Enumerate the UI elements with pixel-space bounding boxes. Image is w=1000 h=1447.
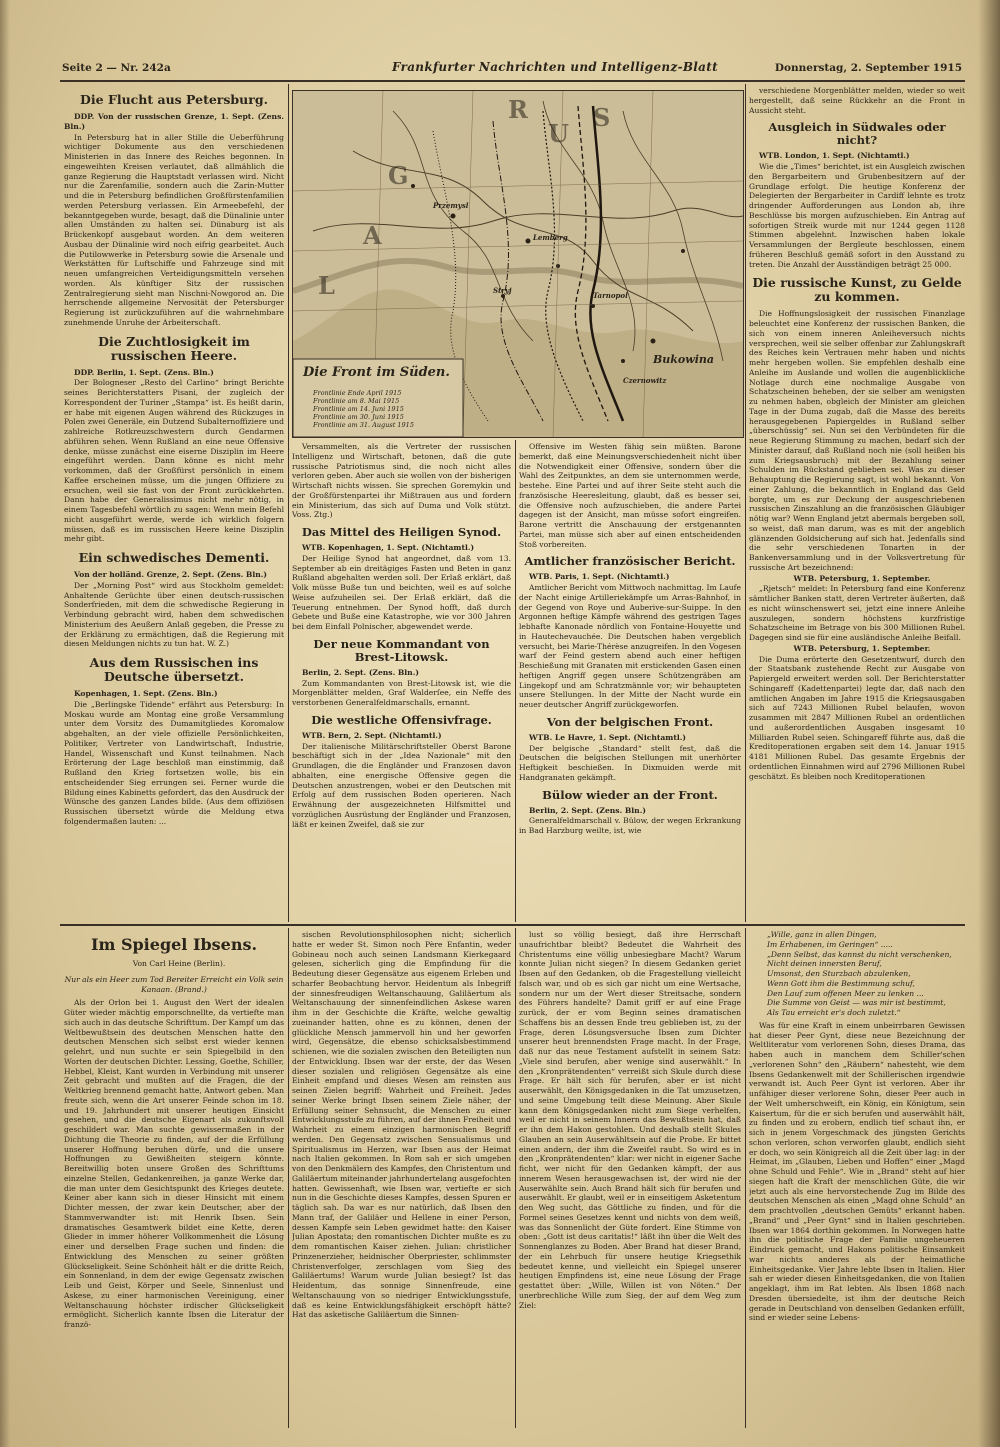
feuilleton-column-4 (749, 930, 965, 1428)
map-region-letter: S (593, 103, 611, 132)
front-map (292, 90, 744, 438)
article-body: verschiedene Morgenblätter melden, wieder so weit hergestellt, daß seine Rückkehr an die Front in Aussicht steht. (749, 86, 965, 115)
article-title: Das Mittel des Heiligen Synod. (301, 525, 502, 539)
map-legend-entry: Frontlinie am 8. Mai 1915 (313, 397, 400, 405)
poem-line: „Denn Selbst, das kannst du nicht verschenken, (767, 949, 952, 959)
article-dateline: WTB. Bern, 2. Sept. (Nichtamtl.) (302, 730, 442, 740)
map-place-label: Przemysl (433, 201, 469, 210)
article-title: Bülow wieder an der Front. (542, 787, 718, 802)
map-place-label: Lemberg (533, 233, 568, 242)
article-title: Die Zuchtlosigkeit im russischen Heere. (98, 333, 250, 363)
poem-line: Nicht deinen innersten Beruf, (767, 959, 882, 969)
article-title: Aus dem Russischen ins Deutsche übersetzt. (89, 655, 259, 684)
poem-line: Umsonst, den Sturzbach abzulenken, (767, 969, 911, 978)
map-region-letter: R (508, 95, 528, 124)
map-legend-entry: Frontlinie am 14. Juni 1915 (313, 405, 404, 413)
map-place-label: Czernowitz (623, 376, 667, 385)
map-legend-entry: Frontlinie am 31. August 1915 (313, 421, 414, 429)
article-dateline: Kopenhagen, 1. Sept. (Zens. Bln.) (74, 689, 218, 698)
map-place-label: Stryj (493, 286, 512, 295)
article-body: Der Heilige Synod hat angeordnet, daß vom 13. September ab ein dreitägiges Fasten und Beten in ganz Rußland abgehalten werden soll. Der Erlaß erklärt, daß Volk müsse Buße tun und beichten, weil es auf solche Weise aufzuheilen sei. Der Erlaß erklärt, daß die Teuerung entnehmen. Der Synod hofft, daß durch Gebete und Buße eine Katastrophe, wie vor 300 Jahren bei dem Einfall Polnischer, abgewendet werde. (292, 553, 511, 631)
article-body: Die „Berlingske Tidende“ erfährt aus Petersburg: In Moskau wurde am Montag eine große Versammlung unter dem Vorsitz des Dumamitgliedes Koromalow abgehalten, an der viele offizielle Persönlichkeiten, Politiker, Vertreter von Landwirtschaft, Industrie, Handel, Wissenschaft und Kunst teilnahmen. Nach Erörterung der Lage beschloß man einstimmig, daß Rußland den Krieg fortsetzen wolle, bis ein entscheidender Sieg errungen sei. Ferner wurde die Bildung eines Kabinetts gefordert, das den Ausdruck der Wünsche des ganzen Landes bilde. (Aus dem offiziösen Russischen übersetzt würde die Meldung etwa folgendermaßen lauten: ... (64, 699, 284, 826)
poem-line: Als Tau erreicht er's doch zuletzt.“ (767, 1008, 901, 1017)
page-edge-shadow-left (0, 0, 10, 1447)
article-body: Zum Kommandanten von Brest-Litowsk ist, wie die Morgenblätter melden, Graf Walderſee, ein Neffe des verstorbenen Generalfeldmarschalls, ernannt. (292, 678, 511, 707)
article-body: Die Hoffnungslosigkeit der russischen Finanzlage beleuchtet eine Konferenz der russischen Banken, die sich von einem inneren Anleiheversuch nichts versprechen, weil sie selber offenbar zur Zahlungskraft des Reiches kein Vertrauen mehr haben und nichts mehr hergeben wollen. Sie empfehlen deshalb eine Anleihe im Auslande und wollen die augenblickliche Notlage durch eine nochmalige Ausgabe von Schatzscheinen beheben, der sie selber am wenigsten zu nehmen haben, obgleich der Minister am gleichen Tage in der Duma zugab, daß die Masse des bereits herausgegebenen Papiergeldes in Rußland selber „überschüssig“ sei. Nun sei den Verbündeten für die neue Regierung Stimmung zu machen, bedarf sich der Minister darauf, daß Rußland noch nie (soll heißen bis zum Kriegsausbruch) mit der Bezahlung seiner Schulden im Rückstand geblieben sei. Was zu dieser Behauptung die Regierung sagt, ist wohl bekannt. Von einer Zahlung, die bekanntlich in England das Geld borgte, um es zur Deckung der ausgeschriebenen russischen Zinszahlung an die französischen Gläubiger nötig war? Wenn England jetzt abermals bergeben soll, so weist, daß man darum, was es mit der angeblich glänzenden Goldsicherung auf sich hat. Jedenfalls sind die sehr verschiedenen Tonarten in der Bankenversammlung und in der Volksvertretung für russische Art bezeichnend: (749, 309, 965, 572)
article-dateline: WTB. Petersburg, 1. September. (793, 643, 931, 653)
article-title: Amtlicher französischer Bericht. (524, 554, 736, 569)
column-1 (64, 86, 284, 922)
column-4 (749, 86, 965, 922)
feuilleton-author: Von Carl Heine (Berlin). (132, 959, 226, 968)
article-body: Der Bologneser „Resto del Carlino“ bringt Berichte seines Berichterstatters Pisani, der zugleich der Korrespondent der Turiner „Stampa“ ist. Es heißt darin, er habe mit eigenen Augen während des Rückzuges in Polen zwei Generäle, ein Dutzend Subalternoffiziere und zahlreiche Rotkreuzschwestern durch Gendarmen abführen sehen. Wenn Rußland an eine neue Offensive denke, müsse zunächst eine eiserne Disziplin im Heere eingeführt werden. Dann könne es nicht mehr vorkommen, daß der Großfürst persönlich in einem Kaffee erscheinen müsse, um die jungen Offiziere zu ersuchen, weil sie fast von der Front zurückkehrten. Dann habe der Generalissimus nicht mehr nötig, in einem Tagesbefehl wörtlich zu sagen: Wenn mein Befehl nicht ausgeführt werde, werde ich wirklich folgern müssen, daß es im russischen Heere keine Disziplin mehr gibt. (64, 378, 284, 544)
article-title: Der neue Kommandant von Brest-Litowsk. (313, 636, 490, 664)
article-body: Der „Morning Post“ wird aus Stockholm gemeldet: Anhaltende Gerüchte über einen deutsch-russischen Sonderfrieden, mit dem die schwedische Regierung in Verbindung gebracht wird, haben dem schwedischen Ministerium des Aeußern Anlaß gegeben, die Presse zu der Erklärung zu ermächtigen, daß die Regierung mit diesen Meldungen nichts zu tun hat. W. Z.) (64, 580, 284, 649)
page-edge-shadow-right (978, 0, 1000, 1447)
article-body: Wie die „Times“ berichtet, ist ein Ausgleich zwischen den Bergarbeitern und Grubenbesitzern auf der Grundlage erfolgt. Die heutige Konferenz der Delegierten der Bergarbeiter in Cardiff lehnte es trotz dringender Aufforderungen aus London ab, ihre Beschlüsse bis morgen aufzuschieben. Ein Antrag auf sofortigen Streik wurde mit nur 1244 gegen 1128 Stimmen abgelehnt. Inzwischen haben lokale Versammlungen der Bergleute beschlossen, einem früheren Beschluß gemäß sofort in den Ausstand zu treten. Die Anzahl der Ausständigen beträgt 25 000. (749, 162, 965, 269)
poem-line: „Wille, ganz in allen Dingen, (767, 930, 877, 939)
article-body: Generalfeldmarschall v. Bülow, der wegen Erkrankung in Bad Harzburg weilte, ist, wie (519, 816, 741, 835)
header-date: Donnerstag, 2. September 1915 (774, 62, 962, 74)
article-title: Die Flucht aus Petersburg. (80, 92, 268, 107)
article-dateline: WTB. Kopenhagen, 1. Sept. (Nichtamtl.) (302, 543, 475, 552)
article-dateline: Berlin, 2. Sept. (Zens. Bln.) (529, 805, 646, 815)
map-drawing (293, 91, 743, 437)
article-body: Die Duma erörterte den Gesetzentwurf, durch den der Staatsbank zustehende Recht zur Ausgabe von Papiergeld erweitert werden soll. Der Berichterstatter Schingareff (Kadettenpartei) legte dar, daß nach den amtlichen Angaben im Jahre 1915 die Kriegsausgaben sich auf 7243 Millionen Rubel belaufen, wovon zusammen mit 2847 Millionen Rubel an ordentlichen und außerordentlichen Ausgaben insgesamt 10 Milliarden Rubel seien. Schingareff führte aus, daß die Kreditoperationen ergaben seit dem 14. Januar 1915 4181 Millionen Rubel. Das gesamte Ergebnis der ordentlichen Einnahmen wird auf 2796 Millionen Rubel geschätzt. Es bleiben noch Kreditoperationen (749, 654, 965, 781)
column-rule (515, 928, 516, 1428)
header-masthead: Frankfurter Nachrichten und Intelligenz-Blatt (392, 60, 718, 74)
column-rule (288, 928, 289, 1428)
article-dateline: DDP. Berlin, 1. Sept. (Zens. Bln.) (74, 367, 214, 377)
feuilleton-body: lust so völlig besiegt, daß ihre Herrschaft unaufrichtbar bleibt? Bedeutet die Wahrheit des Christentums eine völlig unbesiegbare Macht? Warum konnte Julian nicht siegen? In diesem Gedanken geriet Ibsen auf den Gedanken, ob die Fragestellung vielleicht falsch war, und ob es sich gar nicht um eine Wertsache, sondern nur um der Wert dieser Streitsache, sondern des Führers handelte? Damit griff er auf eine Frage zurück, der er vom Beginn seines dramatischen Schaffens bis an dessen Ende treu geblieben ist, zu der Frage, deren Lösungsversuche Ibsen zum Dichter unserer heut brennendsten Frage macht. In der Frage, daß nur das neue Testament aufstellt in seinem Satz: „Viele sind berufen, aber wenige sind auserwählt.“ In den „Kronprätendenten“ verreißt sich Skule durch diese Frage. Er hält sich für berufen, aber er ist nicht auserwählt, den Königsgedanken in die Tat umzusetzen, und seine Umgebung teilt diese Meinung. Aber Skule kann dem Königsgedanken nicht zum Siege verhelfen, weil er nicht in seinem Innern das Bewußtsein hat, daß er ihn dem Hakon gestohlen. Und deshalb stellt Skules Glauben an sein Auserwähltsein auf die Probe. Er bittet einen andern, der ihm die Zweifel raubt. So wird es in den „Kronprätendenten“ klar: wer nicht in eigener Sache ficht, wer nicht für den Gedanken kämpft, der aus innerem Wesen herausgewachsen ist, der wird nie der Auserwählte sein. Auch Brand hält sich für berufen und auserwählt. Er glaubt, weil er in einseitigem Asketentum den Weg sucht, das Göttliche zu finden, und für die Formel seines Gesetzes kennt und nichts von dem weiß, was das Sonnenlicht der Güte fordert. Eine Stimme von oben: „Gott ist deus caritatis!“ läßt ihn über die Welt des Sonnenglanzes zu Boden. Aber Brand hat dieser Brand, der ein Lehrbuch für unsere heutige Kriegsethik bedeutet kenne, und vielleicht ein Spiegel unserer heutigen Empfindens ist, eine neue Lösung der Frage gestattet über: „Wille, Willen ist von Nöten.“ Der unerbrechliche Wille zum Sieg, der auf dem Weg zum Ziel: (519, 930, 741, 1310)
map-legend-entry: Frontlinie Ende April 1915 (313, 389, 402, 397)
feuilleton-title: Im Spiegel Ibsens. (90, 935, 258, 954)
map-place-label: Bukowina (653, 353, 715, 366)
article-dateline: WTB. Petersburg, 1. September. (793, 573, 931, 583)
article-title: Ein schwedisches Dementi. (78, 550, 270, 565)
article-body: Versammelten, als die Vertreter der russischen Intelligenz und Wirtschaft, betonen, daß die gute russische Patriotismus sind, die noch nicht alles verloren geben. Aber auch sie wollen von der bisherigen Wirtschaft nichts wissen. Sie sprechen Goremykin und der Großfürstenpartei ihr Mißtrauen aus und fordern ein Ministerium, das sich auf Duma und Volk stützt. Voss. Ztg.) (292, 442, 511, 520)
column-rule (515, 440, 516, 922)
map-title: Die Front im Süden. (303, 365, 450, 380)
section-rule (60, 924, 965, 926)
poem-line: Wenn Gott ihm die Bestimmung schuf, (767, 978, 915, 988)
article-dateline: Berlin, 2. Sept. (Zens. Bln.) (302, 667, 419, 677)
page-header (62, 58, 962, 80)
article-body: „Rjetsch“ meldet: In Petersburg fand eine Konferenz sämtlicher Banken statt, deren Vertreter äußerten, daß es nicht wünschenswert sei, jetzt eine innere Anleihe auszulegen, sondern höchstens kurzfristige Schatzscheine im Betrage von bis 300 Millionen Rubel. Dagegen sind sie für eine ausländische Anleihe Beifall. (749, 584, 965, 642)
map-region-letter: L (318, 271, 335, 300)
article-title: Die westliche Offensivfrage. (311, 712, 492, 727)
article-title: Von der belgischen Front. (546, 714, 714, 729)
column-rule (745, 84, 746, 922)
feuilleton-body: Was für eine Kraft in einem unbeirrbaren Gewissen hat dieser Peer Gynt, diese neue Bezeichnung der Weltliteratur vom verlorenen Sohn, dieses Drama, das haben auch in manchem dem Schiller'schen „verlorenen Sohn“ den „Räubern“ nahesteht, wie dem Ibsens Gedankenwelt mit der Schillerischen irgendwie verwandt ist. Auch Peer Gynt ist verloren. Aber ihr unfähiger dieser verlorene Sohn, dieser Peer auch in der Welt umherschweift, ein König, ein Königtum, sein Kaisertum, für die er sich berufen und auserwählt hält, zu finden und zu erobern, endlich tief schaut ihn, er sich in jenem Vorgeschmack des jüngsten Gerichts schon verloren, schon verworfen glaubt, endlich sieht er doch, wo sein Königreich all die Zeit über lag: in der Heimat, im „Glauben, Lieben und Hoffen“ einer „Magd ohne Schuld und Fehle“. Wie in „Brand“ steht auf hier siegen haft die Kraft der menschlichen Güte, die wir jetzt auch als eine hervorstechende Zug im Bilde des deutschen Menschen als einen „Magd ohne Schuld“ an dem prachtvollen „deutschen Gemüts“ erkannt haben. „Brand“ und „Peer Gynt“ sind in Italien geschrieben. Ibsen war 1864 dorthin gekommen. In Norwegen hatte ihn die politische Frage der Familie ungeheueren Eindruck gemacht, und Hakons politische Einsamkeit war nichts anderes als der heimatliche Einheitsgedanke. Vier Jahre lebte Ibsen in Italien. Hier sah er wieder diesen Einheitsgedanken, die von Italien angeklagt, ihm im Rat lebten. Als Ibsen 1868 nach Dresden übersiedelte, ist ihm der deutsche Reich gerade in Deutschland von denselben Gedanken erfüllt, sind er wieder seine Lebens- (749, 1020, 965, 1323)
map-legend (313, 389, 414, 429)
column-rule (288, 84, 289, 922)
poem-line: Die Summe von Geist — was mir ist bestimmt, (767, 998, 946, 1008)
column-2 (292, 442, 511, 922)
feuilleton-column-2 (292, 930, 511, 1428)
feuilleton-column-3 (519, 930, 741, 1428)
article-dateline: WTB. London, 1. Sept. (Nichtamtl.) (759, 151, 910, 161)
feuilleton-body: sischen Revolutionsphilosophen nicht; sicherlich hatte er weder St. Simon noch Père Enfantin, weder Gobineau noch auch seinen Landsmann Kierkegaard gelesen, sicherlich ging die Empfindung für die Bedeutung dieser Gegensätze aus eigenem Erleben und scharfer Beobachtung hervor. Heidentum als Inbegriff der sinnesfreudigen Weltanschauung, Galiläertum als Weltanschauung der sinnenfeindlichen Askese waren ihm in der Geschichte die Kräfte, welche gewaltig zueinander hatten, ohne es zu können, denen der glückliche Mensch jammervoll hin und her geworfen wird, Gegensätze, die ebenso schicksalsbestimmend schienen, wie die sozialen zwischen den Beteiligten nun der Entwicklung. Ibsen war der erste, der das Wesen dieser sozialen und religiösen Gegensätze als eine Einheit empfand und dieses Wesen am reinsten aus seinen Zielen begriff: Wahrheit und Freiheit. Jedes seiner Werke bringt Ibsen seinem Ziele näher, der Erfüllung seiner Sehnsucht, die Menschen zu einer Entwicklungsstufe zu führen, auf der ihnen Freiheit und Wahrheit zu einem einzigen harmonischen Begriff werden. Den Gegensatz zwischen Sensualismus und Spiritualismus im Herzen, war Ibsen aus der Heimat nach Italien gekommen. In Rom sah er sich umgeben von den Denkmälern des Kampfes, den Christentum und Galiläertum miteinander jahrhundertelang ausgefochten hatten. Gewissenhaft, wie Ibsen war, vertiefte er sich nun in die Geschichte dieses Kampfes, dessen Spuren er täglich sah. Da war es nur natürlich, daß Ibsen den Mann traf, der Galiläer und Hellene in einer Person, dessen Kampfe sein Leben gewidmet hatte: den Kaiser Julian Apostata; den romantischen Dichter mußte es zu dem romantischen Kaiser ziehen. Julian: christlicher Prinzenerzieher, heidnischer Oberpriester, schlimmster Christenverfolger, zerschlagen vom Sieg des Galiläertums! Warum wurde Julian besiegt? Ist das Heidentum, das sonnige Sinnenfreude, eine Weltanschauung von so niedriger Entwicklungsstufe, daß es keine Entwicklungsfähigkeit erschöpft hätte? Hat das asketische Galiläertum die Sinnen- (292, 930, 511, 1320)
article-dateline: Von der holländ. Grenze, 2. Sept. (Zens. Bln.) (74, 570, 267, 579)
header-page-number: Seite 2 — Nr. 242a (62, 62, 171, 74)
poem-line: Den Lauf zum offenen Meer zu lenken ... (767, 988, 924, 998)
header-rule (60, 80, 965, 82)
column-3 (519, 442, 741, 922)
article-body: Der italienische Militärschriftsteller Oberst Barone beschäftigt sich in der „Idea Nazionale“ mit den Grundlagen, die die Engländer und Franzosen davon abhalten, eine energische Offensive gegen die Deutschen anzustrengen, wobei er den Deutschen mit Erfolg auf dem russischen Boden operieren. Nach Erwähnung der ausgezeichneten Hilfsmittel und vorzüglichen Ausrüstung der Engländer und Franzosen, läßt er keinen Zweifel, daß sie zur (292, 741, 511, 829)
article-body: In Petersburg hat in aller Stille die Ueberführung wichtiger Dokumente aus den verschiedenen Ministerien in das Innere des Reiches begonnen. In eingeweihten Kreisen verlautet, daß allmählich die ganze Regierung die Hauptstadt verlassen wird. Nicht nur die Zarenfamilie, sondern auch die Zarin-Mutter und die in Petersburg befindlichen Großfürstenfamilien werden Petersburg verlassen. Ein Armeebefehl, der bekanntgegeben wurde, besagt, daß die Dünalinie unter allen Umständen zu halten sei. Dünaburg ist als Brückenkopf ausgebaut worden. An dem weiteren Ausbau der Dünalinie wird noch eifrig gearbeitet. Auch die Putilowwerke in Petersburg sowie die Arsenale und Werkstätten für Luftschiffe und Fahrzeuge sind mit neuen umfangreichen Verteidigungsmitteln versehen worden. Als künftiger Sitz der russischen Zentralregierung sieht man Nischni-Nowgorod an. Die herrschende allgemeine Nervosität der Petersburger Regierung ist zurückzuführen auf die wahrnehmbare zunehmende Unruhe der Arbeiterschaft. (64, 132, 284, 327)
feuilleton-body: Als der Orlon bei 1. August den Wert der idealen Güter wieder mächtig emporschnellte, da vertiefte man sich auch in das deutsche Schrifttum. Der Kampf um das Weltbewußtsein des deutschen Menschen hatte den deutschen Menschen sich selbst erst wieder kennen gelehrt, und nun suchte er sein Spiegelbild in den Worten der deutschen Dichter. Lessing, Goethe, Schiller, Hebbel, Kleist, Kant wurden in Verbindung mit unserer Zeit gebracht und mußten auf die Fragen, die der Weltkrieg brennend gemacht hatte, Antwort geben. Man freute sich, wenn die Art unserer Feinde schon im 18. und 19. Jahrhundert mit unserer heutigen Einsicht gesehen, und die deutsche Eigenart als zukunftsvoll geschildert war. Man suchte gewissermaßen in der Dichtung die Theorie zu finden, auf der die Erfüllung unserer Hoffnung beruhen dürfe, und die unsere Hoffnungen zu Gewißheiten steigern könnte. Bereitwillig boten unsere Großen des Schrifttums einzelne Stellen, Gedankenreihen, ja ganze Werke dar, die man unter dem Gesichtspunkt des Krieges deutete. Keiner aber kann sich in dieser Hinsicht mit einem Dichter messen, der zwar kein Deutscher, aber der Stammverwandter ist: mit Henrik Ibsen. Sein dramatisches Gesamtwerk bildet eine Kette, deren Glieder in immer höherer Vollkommenheit die Lösung einer und derselben Frage suchen und finden: die Entwicklung des Menschen zu seiner größten Glückseligkeit. Seine Schönheit hält er die dritte Reich, ein Sonnenland, in dem der ewige Gegensatz zwischen Leib und Geist, Körper und Seele, Sinnenlust und Askese, zu einer harmonischen Vereinigung, einer Weltanschauung höchster irdischer Glückseligkeit ermöglicht. Sicherlich kannte Ibsen die Literatur der franzö- (64, 998, 284, 1329)
map-legend-entry: Frontlinie am 30. Juni 1915 (313, 413, 404, 421)
map-region-letter: G (388, 161, 409, 190)
map-region-letter: U (548, 119, 569, 148)
column-rule (745, 928, 746, 1428)
article-body: Amtlicher Bericht vom Mittwoch nachmittag. Im Laufe der Nacht einige Artilleriekämpfe um Arras-Bahnhof, in der Gegend von Roye und Auberive-sur-Suippe. In den Argonnen heftige Kämpfe während des gestrigen Tages lebhafte Kanonade nördlich von Fontaine-Houyette und in Hautechevauchée. Die Deutschen haben vergeblich versucht, bei Marie-Thérèse anzugreifen. In den Vogesen warf der Feind gestern abend auch einer heftigen Beschießung mit Granaten mit erstickenden Gasen einen heftigen Angriff gegen unsere Schützengräben am Lingekopf und am Schratzmännle vor; wir behaupteten unsere Stellungen. In der Mitte der Nacht wurde ein neuer deutscher Angriff zurückgeworfen. (519, 583, 741, 709)
article-dateline: DDP. Von der russischen Grenze, 1. Sept. (Zens. Bln.) (64, 112, 284, 131)
feuilleton-motto: Nur als ein Heer zum Tod Bereiter Erreicht ein Volk sein Kanaan. (Brand.) (64, 974, 284, 994)
article-dateline: WTB. Le Havre, 1. Sept. (Nichtamtl.) (529, 732, 686, 742)
map-region-letter: A (363, 221, 382, 250)
map-place-label: Tarnopol (593, 291, 628, 300)
feuilleton-column-1 (64, 930, 284, 1428)
article-title: Ausgleich in Südwales oder nicht? (768, 120, 946, 148)
poem-line: Im Erhabenen, im Geringen“ ..... (767, 939, 893, 949)
article-title: Die russische Kunst, zu Gelde zu kommen. (752, 275, 962, 305)
article-body: Offensive im Westen fähig sein müßten. Barone bemerkt, daß eine Meinungsverschiedenheit nicht über die Notwendigkeit einer Offensive, sondern über die Wahl des Zeitpunktes, an dem sie unternommen werde, bestehe. Eine Partei und auf ihrer Seite steht auch die französische Heeresleitung, glaubt, daß es besser sei, die Offensive noch aufzuschieben, die andere Partei dagegen ist der Ansicht, man müsse sofort eingreifen. Barone vertritt die Anschauung der erstgenannten Partei, man müsse sich aber auf einen entscheidenden Stoß vorbereiten. (519, 442, 741, 549)
article-dateline: WTB. Paris, 1. Sept. (Nichtamtl.) (529, 572, 670, 582)
article-body: Der belgische „Standard“ stellt fest, daß die Deutschen die belgischen Stellungen mit unerhörter Heftigkeit beschießen. In Dixmuiden werde mit Handgranaten gekämpft. (519, 743, 741, 782)
